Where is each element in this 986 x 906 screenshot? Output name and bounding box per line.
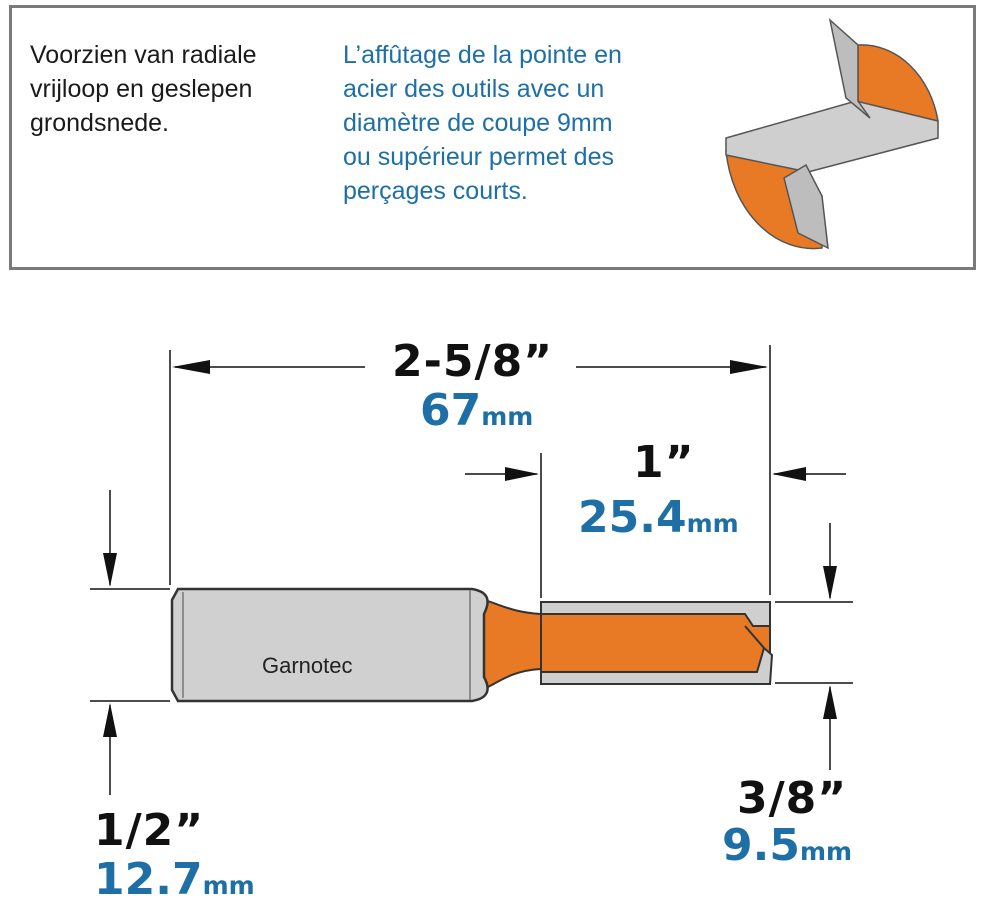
french-line: L’affûtage de la pointe en (343, 41, 622, 69)
french-line: perçages courts. (343, 177, 528, 205)
french-line: ou supérieur permet des (343, 143, 614, 171)
french-line: acier des outils avec un (343, 75, 605, 103)
overall-length-mm-unit: mm (481, 402, 534, 431)
dutch-line: Voorzien van radiale (30, 41, 257, 69)
cut-diameter-mm-unit: mm (799, 837, 853, 866)
shank-diameter-dimension (90, 490, 170, 795)
cut-diameter-dimension (775, 523, 853, 770)
dutch-line: grondsnede. (30, 109, 170, 137)
cutting-length-inch: 1” (633, 437, 695, 488)
cut-diameter-inch: 3/8” (737, 773, 848, 824)
router-bit (172, 589, 772, 701)
dutch-line: vrijloop en geslepen (30, 75, 253, 103)
shank-diameter-inch: 1/2” (94, 805, 205, 856)
cut-diameter-mm (722, 820, 852, 871)
shank-diameter-mm (94, 854, 255, 905)
tip-illustration (726, 20, 938, 249)
cut-diameter-mm-value: 9.5 (722, 820, 800, 871)
brand-label: Garnotec (262, 653, 353, 678)
overall-length-inch: 2-5/8” (392, 336, 554, 387)
overall-length-mm (420, 385, 533, 436)
overall-length-mm-value: 67 (420, 385, 482, 436)
cutting-length-mm-value: 25.4 (578, 492, 687, 543)
cutting-length-mm-unit: mm (686, 509, 739, 538)
shank-diameter-mm-unit: mm (202, 871, 255, 900)
cutting-length-mm (578, 492, 739, 543)
shank-diameter-mm-value: 12.7 (94, 854, 203, 905)
shank (172, 589, 488, 701)
french-line: diamètre de coupe 9mm (343, 109, 613, 137)
